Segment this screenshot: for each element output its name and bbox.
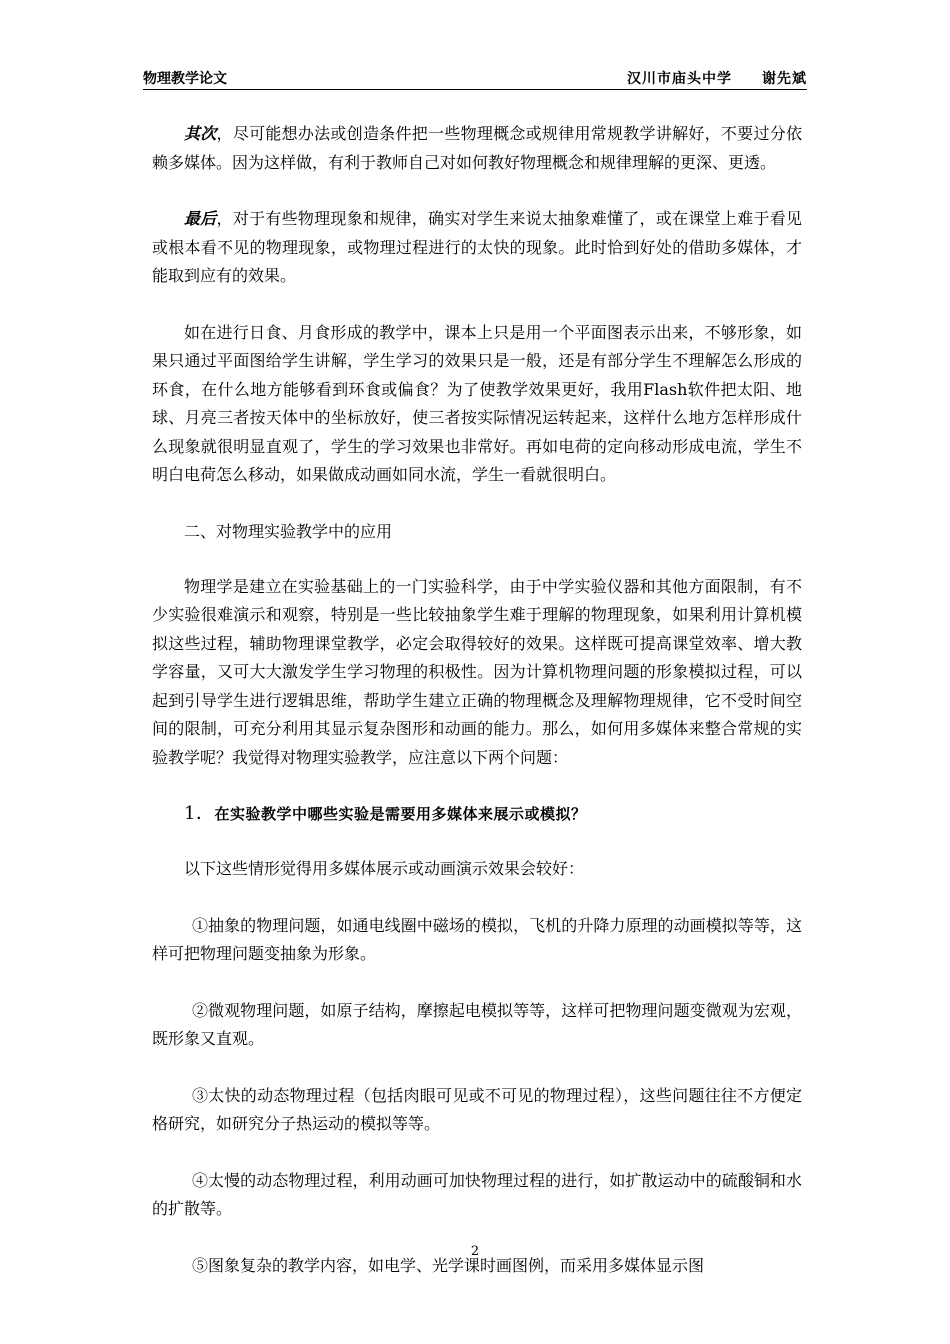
header-title: 物理教学论文 — [143, 71, 227, 87]
list-item: ⑤图象复杂的教学内容，如电学、光学课时画图例，而采用多媒体显示图 — [192, 1255, 705, 1275]
paragraph-list-intro: 以下这些情形觉得用多媒体展示或动画演示效果会较好： — [184, 859, 585, 878]
paragraph-lead: 其次 — [184, 124, 217, 143]
paragraph-eclipse-example: 如在进行日食、月食形成的教学中，课本上只是用一个平面图表示出来，不够形象，如果只通过平面图给学生讲解，学生学习的效果只是一般，还是有部分学生不理解怎么形成的环食，在什么地方能够看到环食或偏食？为了使教学效果更好，我用Flash软件把太阳、地球、月亮三者按天体中的坐标放好，使三者按实际情况运转起来，这样什么地方怎样形成什么现象就很明显直观了，学生的学习效果也非常好。再如电荷的定向移动形成电流，学生不明白电荷怎么移动，如果做成动画如同水流，学生一看就很明白。 — [152, 322, 802, 484]
page-number: 2 — [470, 1244, 480, 1259]
body-text — [152, 120, 802, 1308]
subsection-title: 在实验教学中哪些实验是需要用多媒体来展示或模拟？ — [214, 805, 587, 823]
paragraph-text: ，对于有些物理现象和规律，确实对学生来说太抽象难懂了，或在课堂上难于看见或根本看不见的物理现象，或物理过程进行的太快的现象。此时恰到好处的借助多媒体，才能取到应有的效果。 — [152, 209, 802, 285]
header-author: 汉川市庙头中学 谢先斌 — [627, 71, 807, 87]
subsection-heading — [184, 800, 802, 828]
paragraph-text: ，尽可能想办法或创造条件把一些物理概念或规律用常规教学讲解好，不要过分依赖多媒体。因为这样做，有利于教师自己对如何教好物理概念和规律理解的更深、更透。 — [152, 124, 802, 172]
list-item: ②微观物理问题，如原子结构，摩擦起电模拟等等，这样可把物理问题变微观为宏观，既形象又直观。 — [152, 1000, 802, 1048]
list-item: ③太快的动态物理过程（包括肉眼可见或不可见的物理过程），这些问题往往不方便定格研究，如研究分子热运动的模拟等等。 — [152, 1085, 802, 1133]
paragraph-experiment-intro: 物理学是建立在实验基础上的一门实验科学，由于中学实验仪器和其他方面限制，有不少实验很难演示和观察，特别是一些比较抽象学生难于理解的物理现象，如果利用计算机模拟这些过程，辅助物理课堂教学，必定会取得较好的效果。这样既可提高课堂效率、增大教学容量，又可大大激发学生学习物理的积极性。因为计算机物理问题的形象模拟过程，可以起到引导学生进行逻辑思维，帮助学生建立正确的物理概念及理解物理规律，它不受时间空间的限制，可充分利用其显示复杂图形和动画的能力。那么，如何用多媒体来整合常规的实验教学呢？我觉得对物理实验教学，应注意以下两个问题： — [152, 576, 802, 767]
paragraph-lead: 最后 — [184, 209, 217, 228]
list-item: ④太慢的动态物理过程，利用动画可加快物理过程的进行，如扩散运动中的硫酸铜和水的扩散等。 — [152, 1170, 802, 1218]
subsection-number: 1． — [184, 803, 215, 824]
list-item: ①抽象的物理问题，如通电线圈中磁场的模拟，飞机的升降力原理的动画模拟等等，这样可把物理问题变抽象为形象。 — [152, 915, 802, 963]
page-header — [143, 68, 807, 90]
paragraph-finally — [152, 205, 802, 291]
header-divider — [143, 89, 807, 90]
paragraph-secondly — [152, 120, 802, 177]
section-heading: 二、对物理实验教学中的应用 — [184, 521, 393, 541]
